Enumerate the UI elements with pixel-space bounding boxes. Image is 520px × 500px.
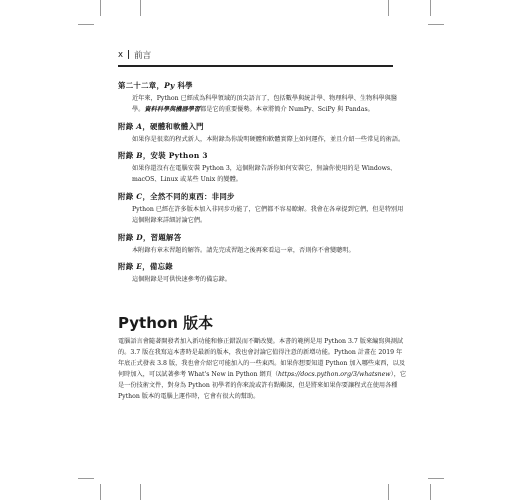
- chapter-entry-description: [132, 135, 408, 146]
- chapter-entry-description: [132, 275, 408, 286]
- description-text: 近年來，Python 已經成為科學領域的頂尖語言了，包括數學與統計學、物理科學、生物科學與醫學。: [132, 95, 398, 113]
- paragraph-text-start: 電腦語言會隨著開發者加入新功能和修正錯誤而不斷改變。本書的範例是用 Python 3.7 版來編寫與測試的。3.7 版在我寫這本書時是最新的版本，我也會討論它值得注意的新增功能。Python 計畫在 2019 年年底正式發表 3.8 版，我也會介紹它可能加入的一些東西。如果你想要知道 Python 加入哪些東西，以及何時加入，可以試著參考 What's New in Python 網頁（: [118, 338, 406, 378]
- chapter-entry-description: [132, 205, 408, 227]
- section-heading: Python 版本: [118, 314, 214, 332]
- entry-title-suffix: ，安裝 Python 3: [142, 151, 208, 161]
- entry-title-suffix: ，習題解答: [142, 232, 182, 242]
- chapter-entry-title: [118, 80, 408, 91]
- entry-title-prefix: 附錄: [118, 262, 137, 272]
- chapter-entry: [118, 261, 408, 286]
- entry-title-italic: D: [136, 232, 143, 242]
- description-text: 如果你是很菜的程式新人，本附錄為你說明硬體和軟體實際上如何運作，並且介紹一些常見的術語。: [132, 135, 405, 143]
- chapter-entry: [118, 232, 408, 257]
- chapter-entry: [118, 80, 408, 116]
- description-emphasis: 資料科學與機器學習: [144, 105, 201, 113]
- crop-mark: [100, 484, 101, 500]
- entry-title-prefix: 附錄: [118, 232, 137, 242]
- chapter-list: [118, 80, 408, 291]
- crop-mark: [430, 484, 431, 500]
- entry-title-prefix: 附錄: [118, 191, 137, 201]
- entry-title-suffix: ，備忘錄: [142, 262, 173, 272]
- paragraph-text-end: ），它是一份技術文件，對身為 Python 初學者的你來說或許有點艱深，但是將來如果你要讓程式在使用各種 Python 版本的電腦上運作時，它會有很大的幫助。: [118, 370, 407, 400]
- entry-title-italic: C: [136, 191, 143, 201]
- whatsnew-link[interactable]: https://docs.python.org/3/whatsnew: [278, 370, 391, 378]
- entry-title-italic: B: [136, 151, 143, 161]
- entry-title-prefix: 附錄: [118, 151, 137, 161]
- crop-mark: [140, 0, 141, 16]
- chapter-entry-description: [132, 94, 408, 116]
- entry-title-prefix: 附錄: [118, 121, 137, 131]
- chapter-entry-title: [118, 121, 408, 132]
- description-text-cont: 都是它的重要優勢。本章將簡介 NumPy、SciPy 與 Pandas。: [200, 105, 374, 113]
- chapter-entry-title: [118, 150, 408, 161]
- crop-mark: [78, 478, 94, 479]
- body-paragraph: [118, 337, 408, 402]
- description-text: 這個附錄是可供快速參考的備忘錄。: [132, 276, 231, 284]
- header-rule: [118, 65, 393, 67]
- page-number: x: [118, 50, 124, 60]
- chapter-entry-title: [118, 232, 408, 243]
- description-text: 如果你還沒有在電腦安裝 Python 3，這個附錄告訴你如何安裝它，無論你使用的是 Windows、macOS、Linux 或某些 Unix 的變體。: [132, 165, 397, 184]
- entry-title-suffix: ，硬體和軟體入門: [142, 121, 204, 131]
- crop-mark: [430, 0, 431, 16]
- entry-title-prefix: 第二十二章，: [118, 81, 165, 90]
- header-separator: |: [127, 50, 131, 60]
- crop-mark: [428, 24, 444, 25]
- entry-title-italic: E: [136, 262, 143, 272]
- crop-mark: [140, 484, 141, 500]
- chapter-entry: [118, 150, 408, 186]
- entry-title-suffix: 科學: [174, 81, 193, 90]
- entry-title-italic: Py: [164, 81, 175, 90]
- crop-mark: [388, 484, 389, 500]
- crop-mark: [100, 0, 101, 16]
- description-text: Python 已經在許多版本加入非同步功能了，它們都不容易瞭解。我會在各章提到它們，但是特別用這個附錄來詳細討論它們。: [132, 205, 404, 224]
- chapter-entry-title: [118, 191, 408, 202]
- chapter-entry-description: [132, 246, 408, 257]
- chapter-entry: [118, 191, 408, 227]
- description-text: 本附錄有章末習題的解答。請先完成習題之後再來看這一章，否則你不會變聰明。: [132, 246, 355, 254]
- chapter-entry-description: [132, 164, 408, 186]
- crop-mark: [78, 24, 94, 25]
- entry-title-italic: A: [136, 121, 143, 131]
- entry-title-suffix: ，全然不同的東西：非同步: [142, 191, 235, 201]
- crop-mark: [428, 478, 444, 479]
- running-title: 前言: [134, 51, 152, 61]
- chapter-entry: [118, 121, 408, 146]
- crop-mark: [388, 0, 389, 16]
- chapter-entry-title: [118, 261, 408, 272]
- page-header: [118, 49, 418, 67]
